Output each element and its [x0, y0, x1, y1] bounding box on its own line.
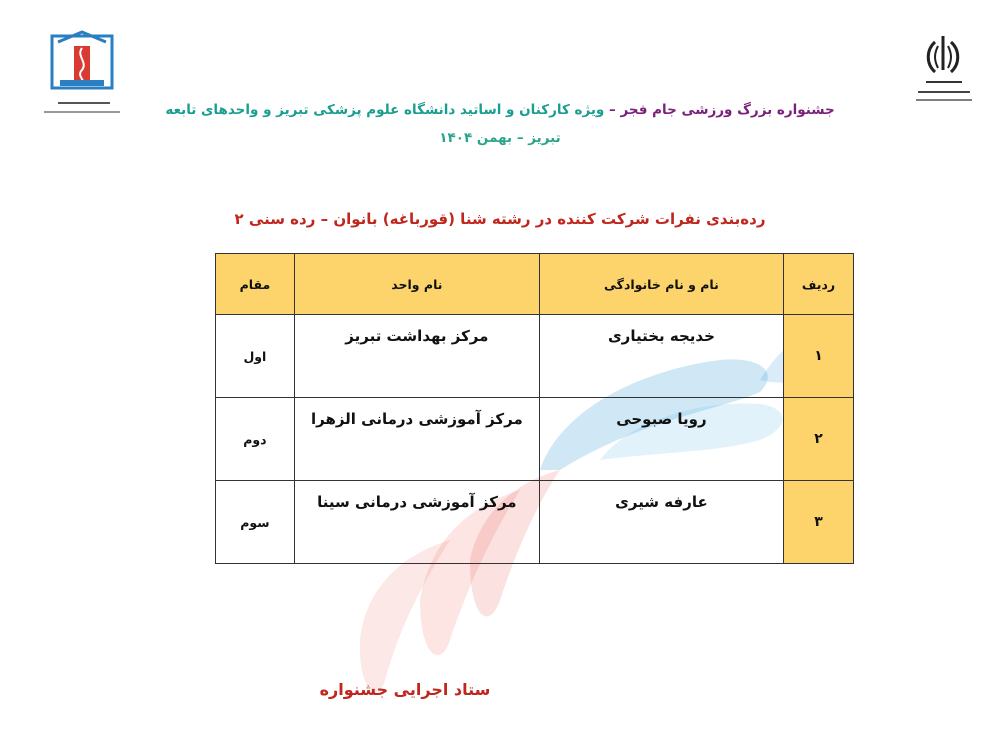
table-header-row	[216, 254, 854, 315]
header-name: نام و نام خانوادگی	[539, 254, 783, 315]
header-unit: نام واحد	[294, 254, 539, 315]
header-row-number: ردیف	[783, 254, 853, 315]
cell-row-number: ۲	[783, 398, 853, 481]
header-rank: مقام	[216, 254, 295, 315]
ranking-table	[215, 253, 854, 564]
cell-unit: مرکز آموزشی درمانی الزهرا	[294, 398, 539, 481]
cell-name: رویا صبوحی	[539, 398, 783, 481]
festival-date: تبریز – بهمن ۱۴۰۴	[439, 130, 561, 146]
table-row	[216, 315, 854, 398]
cell-row-number: ۱	[783, 315, 853, 398]
cell-name: خدیجه بختیاری	[539, 315, 783, 398]
table-title: رده‌بندی نفرات شرکت کننده در رشته شنا (قورباغه) بانوان – رده سنی ۲	[234, 210, 766, 228]
cell-unit: مرکز آموزشی درمانی سینا	[294, 481, 539, 564]
cell-rank: اول	[216, 315, 295, 398]
table-row	[216, 398, 854, 481]
footer-signature: ستاد اجرایی جشنواره	[319, 680, 491, 699]
cell-row-number: ۳	[783, 481, 853, 564]
cell-rank: سوم	[216, 481, 295, 564]
iran-emblem	[908, 30, 978, 110]
festival-title	[0, 102, 1000, 118]
cell-rank: دوم	[216, 398, 295, 481]
cell-name: عارفه شیری	[539, 481, 783, 564]
cell-unit: مرکز بهداشت تبریز	[294, 315, 539, 398]
festival-title-part-b: ویژه کارکنان و اساتید دانشگاه علوم پزشکی تبریز و واحدهای تابعه	[165, 102, 605, 118]
table-row	[216, 481, 854, 564]
festival-title-part-a: جشنواره بزرگ ورزشی جام فجر –	[609, 102, 835, 118]
